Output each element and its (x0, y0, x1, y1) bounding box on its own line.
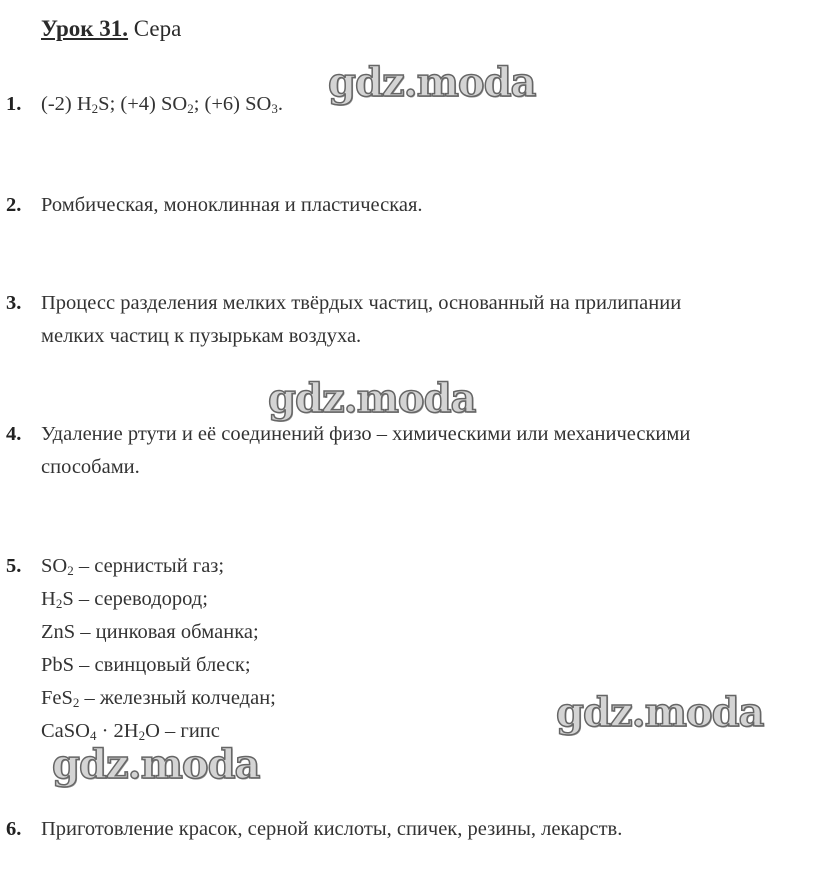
formula-text: FeS (41, 687, 73, 709)
formula-subscript: 3 (271, 101, 278, 116)
item-line: Приготовление красок, серной кислоты, спичек, резины, лекарств. (41, 818, 623, 840)
formula-text: ; (+6) SO (193, 93, 272, 115)
item-text (41, 88, 283, 121)
item-text (41, 550, 276, 748)
formula-text: – железный колчедан; (79, 687, 276, 709)
item-line: мелких частиц к пузырькам воздуха. (41, 325, 362, 347)
mineral-line (41, 583, 276, 616)
item-text (41, 813, 622, 846)
item-number: 5. (6, 555, 22, 577)
formula-text: SO (41, 555, 68, 577)
item-number: 4. (6, 423, 22, 445)
item-number: 1. (6, 93, 22, 115)
watermark: gdz.moda (268, 375, 476, 422)
formula-text: . (277, 93, 283, 115)
formula-subscript: 2 (187, 101, 194, 116)
watermark: gdz.moda (328, 59, 536, 106)
formula-subscript: 2 (72, 695, 80, 710)
formula-subscript: 2 (91, 101, 99, 116)
mineral-line (41, 649, 276, 682)
formula-text: S – сереводород; (62, 588, 208, 610)
lesson-topic: Сера (133, 16, 182, 41)
item-text (41, 418, 690, 484)
formula-subscript: 2 (67, 563, 74, 578)
formula-text: H (41, 588, 56, 610)
formula-text: PbS – свинцовый блеск; (41, 654, 251, 676)
mineral-line (41, 550, 276, 583)
item-line: Ромбическая, моноклинная и пластическая. (41, 194, 423, 216)
item-line: Удаление ртути и её соединений физо – химическими или механическими (41, 423, 691, 445)
item-number: 3. (6, 292, 22, 314)
page-title (41, 14, 181, 44)
formula-text: CaSO (41, 720, 90, 742)
formula-subscript: 2 (138, 728, 146, 743)
item-number: 6. (6, 818, 22, 840)
formula-text: S; (+4) SO (98, 93, 188, 115)
item-text (41, 287, 681, 353)
formula-text: · 2H (96, 720, 139, 742)
item-line: Процесс разделения мелких твёрдых частиц, основанный на прилипании (41, 292, 682, 314)
formula-subscript: 4 (89, 728, 97, 743)
watermark: gdz.moda (556, 689, 764, 736)
item-line (41, 88, 283, 121)
formula-subscript: 2 (55, 596, 63, 611)
mineral-line (41, 682, 276, 715)
item-text (41, 189, 423, 222)
formula-text: (-2) H (41, 93, 92, 115)
formula-text: – сернистый газ; (73, 555, 225, 577)
item-number: 2. (6, 194, 22, 216)
item-line: способами. (41, 456, 140, 478)
mineral-line (41, 616, 276, 649)
watermark: gdz.moda (52, 741, 260, 788)
lesson-number: Урок 31. (41, 16, 129, 41)
formula-text: O – гипс (145, 720, 220, 742)
formula-text: ZnS – цинковая обманка; (41, 621, 259, 643)
